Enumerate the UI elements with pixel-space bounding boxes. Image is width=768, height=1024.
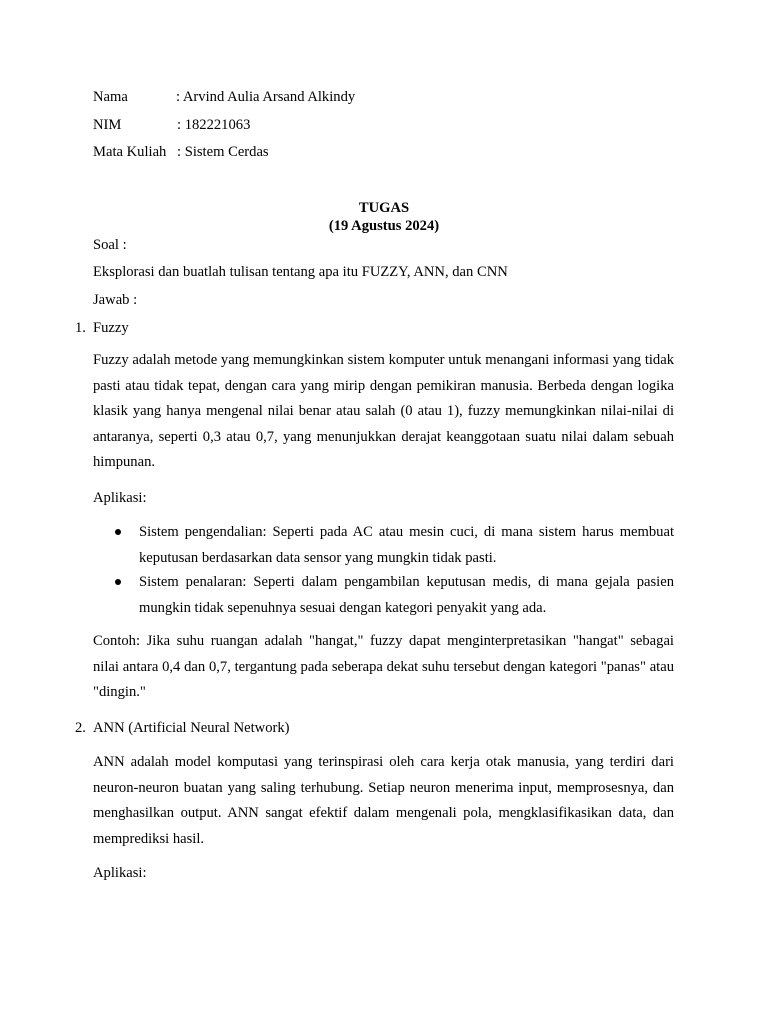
soal-label: Soal :	[93, 237, 127, 253]
jawab-label: Jawab :	[93, 292, 138, 308]
course-value: : Sistem Cerdas	[177, 144, 269, 160]
section-heading-fuzzy: Fuzzy	[93, 320, 129, 336]
section-heading-ann: ANN (Artificial Neural Network)	[93, 720, 290, 736]
bullet-dot-2	[115, 579, 121, 585]
ann-aplikasi-label: Aplikasi:	[93, 865, 147, 881]
name-row	[93, 88, 355, 106]
fuzzy-contoh: Contoh: Jika suhu ruangan adalah "hangat," fuzzy dapat menginterpretasikan "hangat" sebagai nilai antara 0,4 dan 0,7, tergantung pada seberapa dekat suhu tersebut dengan kategori "panas" atau "dingin."	[93, 633, 674, 700]
nim-row	[93, 116, 250, 134]
section-number-1: 1.	[75, 320, 86, 336]
document-date: (19 Agustus 2024)	[328, 218, 440, 234]
bullet-dot-1	[115, 529, 121, 535]
name-value: : Arvind Aulia Arsand Alkindy	[176, 89, 356, 105]
name-label: Nama	[93, 89, 128, 105]
document-title: TUGAS	[358, 200, 410, 216]
fuzzy-bullet-2: Sistem penalaran: Seperti dalam pengambilan keputusan medis, di mana gejala pasien mungkin tidak sepenuhnya sesuai dengan kategori penyakit yang ada.	[139, 574, 674, 616]
fuzzy-paragraph: Fuzzy adalah metode yang memungkinkan sistem komputer untuk menangani informasi yang tidak pasti atau tidak tepat, dengan cara yang mirip dengan pemikiran manusia. Berbeda dengan logika klasik yang hanya mengenal nilai benar atau salah (0 atau 1), fuzzy memungkinkan nilai-nilai di antaranya, seperti 0,3 atau 0,7, yang menunjukkan derajat keanggotaan suatu nilai dalam sebuah himpunan.	[93, 352, 674, 470]
nim-label: NIM	[93, 117, 122, 133]
nim-value: : 182221063	[177, 117, 251, 133]
section-number-2: 2.	[75, 720, 86, 736]
soal-text: Eksplorasi dan buatlah tulisan tentang apa itu FUZZY, ANN, dan CNN	[93, 264, 508, 280]
course-label: Mata Kuliah	[93, 144, 167, 160]
ann-paragraph: ANN adalah model komputasi yang terinspirasi oleh cara kerja otak manusia, yang terdiri dari neuron-neuron buatan yang saling terhubung. Setiap neuron menerima input, memprosesnya, dan menghasilkan output. ANN sangat efektif dalam mengenali pola, mengklasifikasikan data, dan memprediksi hasil.	[93, 754, 674, 847]
fuzzy-bullet-1: Sistem pengendalian: Seperti pada AC atau mesin cuci, di mana sistem harus membuat keputusan berdasarkan data sensor yang mungkin tidak pasti.	[139, 524, 674, 566]
course-row	[93, 143, 269, 161]
fuzzy-aplikasi-label: Aplikasi:	[93, 490, 147, 506]
